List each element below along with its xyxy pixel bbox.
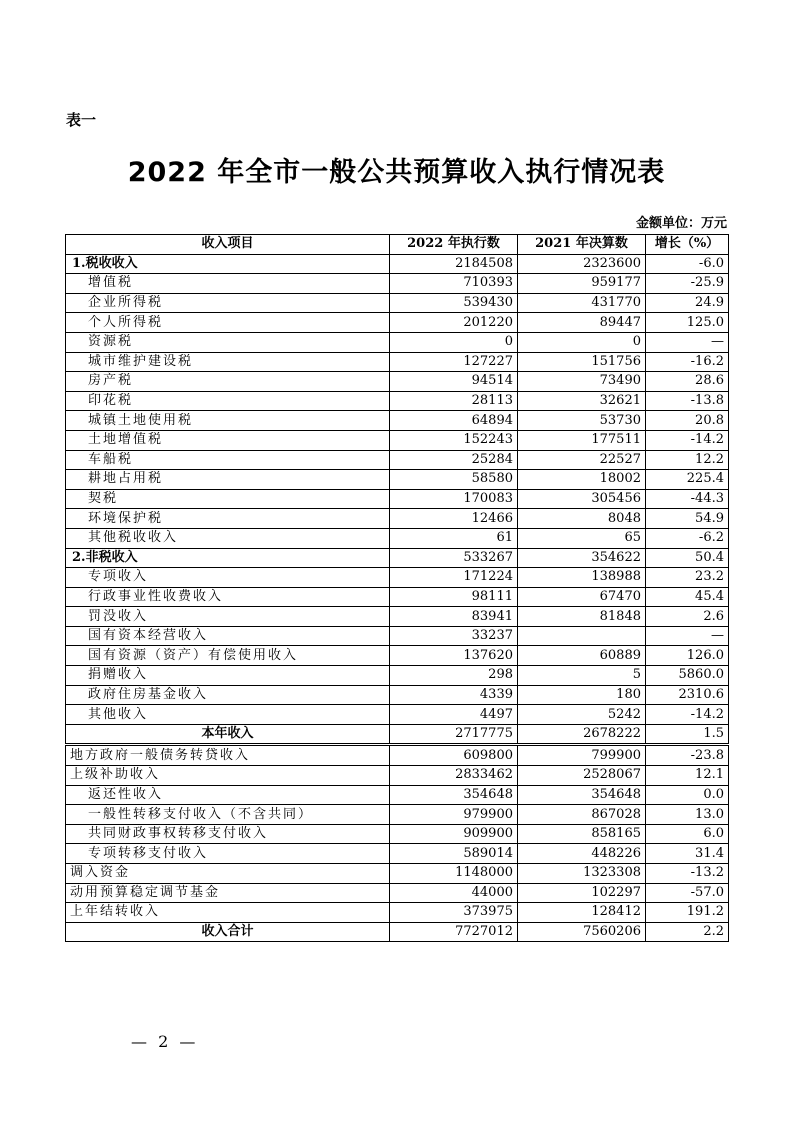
header-growth: 增长（%） [646,235,729,255]
row-value-2021: 2678222 [518,724,646,745]
row-growth: 2.6 [646,607,729,627]
row-value-2022: 909900 [390,824,518,844]
row-value-2021: 2323600 [518,254,646,274]
row-item-name: 土地增值税 [66,430,390,450]
row-value-2022: 1148000 [390,864,518,884]
row-value-2021: 180 [518,685,646,705]
row-growth: -13.2 [646,864,729,884]
row-growth: 1.5 [646,724,729,745]
row-value-2022: 298 [390,666,518,686]
row-item-name: 个人所得税 [66,313,390,333]
row-growth: -14.2 [646,430,729,450]
row-value-2022: 373975 [390,903,518,923]
row-growth: 0.0 [646,785,729,805]
row-value-2021: 0 [518,332,646,352]
row-growth: 2310.6 [646,685,729,705]
table-row [66,509,729,529]
row-value-2021: 867028 [518,805,646,825]
row-value-2021: 5 [518,666,646,686]
row-growth: 126.0 [646,646,729,666]
row-growth: — [646,626,729,646]
row-growth: 225.4 [646,470,729,490]
row-item-name: 其他税收收入 [66,528,390,548]
row-item-name: 资源税 [66,332,390,352]
row-value-2022: 589014 [390,844,518,864]
table-row [66,646,729,666]
row-growth: -25.9 [646,274,729,294]
row-item-name: 行政事业性收费收入 [66,587,390,607]
table-row [66,352,729,372]
row-growth: 23.2 [646,568,729,588]
page-number: — 2 — [131,1032,199,1051]
table-row [66,528,729,548]
row-growth: 5860.0 [646,666,729,686]
table-row [66,766,729,786]
row-value-2022: 354648 [390,785,518,805]
row-value-2022: 83941 [390,607,518,627]
row-item-name: 2.非税收入 [66,548,390,568]
table-row [66,666,729,686]
row-value-2021: 799900 [518,745,646,766]
row-growth: -13.8 [646,391,729,411]
row-value-2022: 710393 [390,274,518,294]
row-item-name: 专项转移支付收入 [66,844,390,864]
table-row [66,785,729,805]
table-label: 表一 [66,111,97,129]
row-value-2021: 32621 [518,391,646,411]
row-item-name: 国有资本经营收入 [66,626,390,646]
table-row [66,626,729,646]
row-value-2021: 5242 [518,705,646,725]
table-row [66,922,729,942]
row-value-2022: 171224 [390,568,518,588]
row-value-2022: 201220 [390,313,518,333]
row-value-2021: 60889 [518,646,646,666]
table-row [66,470,729,490]
header-row [66,235,729,255]
row-item-name: 其他收入 [66,705,390,725]
row-item-name: 动用预算稳定调节基金 [66,883,390,903]
row-growth: 12.2 [646,450,729,470]
row-item-name: 上级补助收入 [66,766,390,786]
table-row [66,274,729,294]
table-row [66,568,729,588]
row-value-2022: 44000 [390,883,518,903]
table-row [66,903,729,923]
row-value-2022: 25284 [390,450,518,470]
row-value-2022: 539430 [390,293,518,313]
header-2021: 2021 年决算数 [518,235,646,255]
row-value-2021: 102297 [518,883,646,903]
row-item-name: 车船税 [66,450,390,470]
row-item-name: 增值税 [66,274,390,294]
row-value-2022: 33237 [390,626,518,646]
table-row [66,864,729,884]
table-row [66,844,729,864]
row-growth: -14.2 [646,705,729,725]
budget-table [65,234,729,942]
row-growth: 13.0 [646,805,729,825]
unit-label: 金额单位：万元 [635,216,727,231]
row-item-name: 耕地占用税 [66,470,390,490]
row-value-2022: 61 [390,528,518,548]
row-value-2021: 18002 [518,470,646,490]
row-growth: — [646,332,729,352]
row-item-name: 一般性转移支付收入（不含共同） [66,805,390,825]
row-growth: 20.8 [646,411,729,431]
table-row [66,824,729,844]
row-item-name: 城镇土地使用税 [66,411,390,431]
row-growth: 2.2 [646,922,729,942]
row-value-2022: 2833462 [390,766,518,786]
row-growth: 24.9 [646,293,729,313]
row-value-2022: 609800 [390,745,518,766]
row-value-2022: 4497 [390,705,518,725]
row-item-name: 地方政府一般债务转贷收入 [66,745,390,766]
row-value-2021: 448226 [518,844,646,864]
table-row [66,705,729,725]
table-row [66,805,729,825]
row-item-name: 1.税收收入 [66,254,390,274]
row-growth: 31.4 [646,844,729,864]
row-value-2021: 7560206 [518,922,646,942]
row-growth: 54.9 [646,509,729,529]
table-row [66,548,729,568]
table-row [66,685,729,705]
row-item-name: 专项收入 [66,568,390,588]
row-value-2021: 89447 [518,313,646,333]
row-growth: 6.0 [646,824,729,844]
row-growth: 50.4 [646,548,729,568]
table-row [66,430,729,450]
row-item-name: 国有资源（资产）有偿使用收入 [66,646,390,666]
row-value-2021: 138988 [518,568,646,588]
row-value-2022: 127227 [390,352,518,372]
table-row [66,332,729,352]
row-value-2022: 98111 [390,587,518,607]
table-row [66,411,729,431]
table-row [66,489,729,509]
row-growth: -16.2 [646,352,729,372]
row-value-2021: 2528067 [518,766,646,786]
row-item-name: 政府住房基金收入 [66,685,390,705]
row-value-2022: 64894 [390,411,518,431]
row-item-name: 返还性收入 [66,785,390,805]
row-growth: 191.2 [646,903,729,923]
row-value-2022: 533267 [390,548,518,568]
row-value-2021: 65 [518,528,646,548]
row-value-2021: 1323308 [518,864,646,884]
row-item-name: 房产税 [66,372,390,392]
row-growth: 45.4 [646,587,729,607]
row-item-name: 罚没收入 [66,607,390,627]
row-value-2021: 73490 [518,372,646,392]
header-item: 收入项目 [66,235,390,255]
row-value-2021: 305456 [518,489,646,509]
row-item-name: 本年收入 [66,724,390,745]
row-value-2021: 81848 [518,607,646,627]
row-value-2021: 177511 [518,430,646,450]
row-value-2021 [518,626,646,646]
header-2022: 2022 年执行数 [390,235,518,255]
row-value-2021: 959177 [518,274,646,294]
row-growth: -6.2 [646,528,729,548]
table-row [66,293,729,313]
row-item-name: 城市维护建设税 [66,352,390,372]
row-item-name: 契税 [66,489,390,509]
row-item-name: 企业所得税 [66,293,390,313]
row-item-name: 环境保护税 [66,509,390,529]
row-value-2021: 354648 [518,785,646,805]
table-row [66,724,729,745]
row-value-2022: 170083 [390,489,518,509]
row-growth: -23.8 [646,745,729,766]
row-growth: -57.0 [646,883,729,903]
row-value-2021: 53730 [518,411,646,431]
row-value-2022: 152243 [390,430,518,450]
table-row [66,313,729,333]
row-value-2022: 137620 [390,646,518,666]
table-row [66,450,729,470]
row-value-2021: 151756 [518,352,646,372]
table-row [66,372,729,392]
row-value-2022: 58580 [390,470,518,490]
row-value-2022: 12466 [390,509,518,529]
row-growth: -44.3 [646,489,729,509]
row-value-2021: 431770 [518,293,646,313]
table-row [66,587,729,607]
row-growth: -6.0 [646,254,729,274]
row-value-2021: 8048 [518,509,646,529]
row-value-2021: 354622 [518,548,646,568]
row-item-name: 收入合计 [66,922,390,942]
row-growth: 12.1 [646,766,729,786]
row-value-2022: 7727012 [390,922,518,942]
row-item-name: 调入资金 [66,864,390,884]
table-row [66,883,729,903]
row-item-name: 印花税 [66,391,390,411]
row-value-2022: 28113 [390,391,518,411]
row-value-2021: 67470 [518,587,646,607]
row-item-name: 上年结转收入 [66,903,390,923]
row-value-2022: 4339 [390,685,518,705]
row-value-2022: 2717775 [390,724,518,745]
row-item-name: 共同财政事权转移支付收入 [66,824,390,844]
row-value-2022: 2184508 [390,254,518,274]
table-row [66,745,729,766]
row-growth: 125.0 [646,313,729,333]
table-body [66,254,729,942]
row-value-2022: 94514 [390,372,518,392]
row-value-2021: 22527 [518,450,646,470]
row-value-2021: 128412 [518,903,646,923]
row-value-2022: 979900 [390,805,518,825]
table-row [66,254,729,274]
table-row [66,391,729,411]
row-item-name: 捐赠收入 [66,666,390,686]
table-row [66,607,729,627]
row-value-2022: 0 [390,332,518,352]
page-title: 2022 年全市一般公共预算收入执行情况表 [127,157,666,188]
row-value-2021: 858165 [518,824,646,844]
row-growth: 28.6 [646,372,729,392]
